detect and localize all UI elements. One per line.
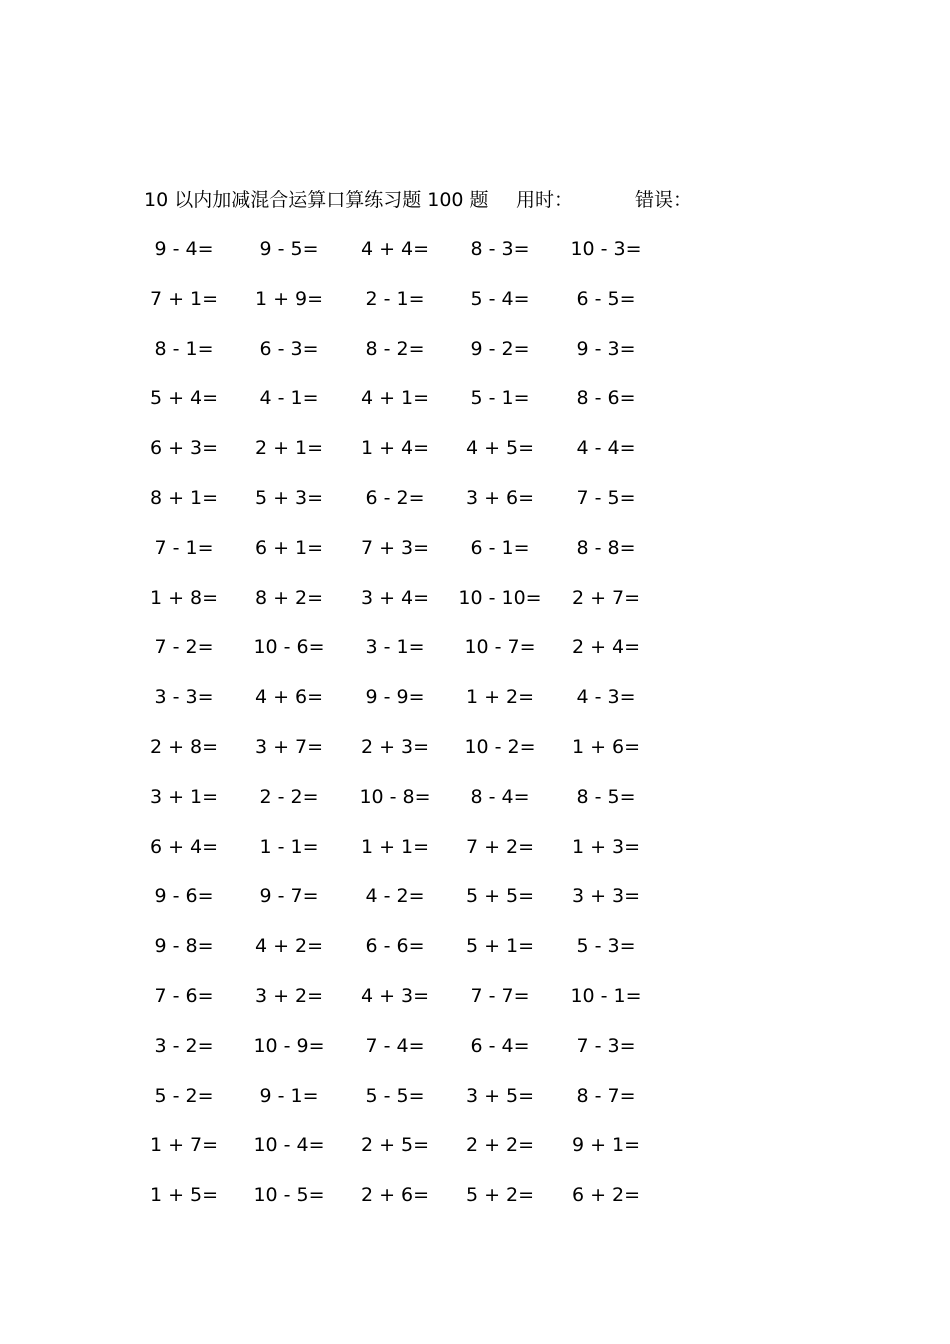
problem-row: [150, 434, 670, 484]
worksheet-title: 10 以内加减混合运算口算练习题 100 题: [144, 189, 489, 211]
math-problem: 7 - 7=: [470, 984, 530, 1007]
math-problem: 8 - 5=: [576, 785, 636, 808]
problem-row: [150, 235, 670, 285]
math-problem: 7 - 2=: [154, 636, 214, 659]
problem-row: [150, 882, 670, 932]
math-problem: 5 - 2=: [154, 1084, 214, 1107]
math-problem: 6 + 3=: [149, 437, 219, 460]
math-problem: 5 + 1=: [465, 935, 535, 958]
math-problem: 2 + 1=: [254, 437, 324, 460]
math-problem: 6 - 4=: [470, 1034, 530, 1057]
math-problem: 6 + 2=: [571, 1184, 641, 1207]
math-problem: 7 - 4=: [365, 1034, 425, 1057]
error-count-label: 错误：: [635, 189, 693, 211]
math-problem: 9 - 6=: [154, 885, 214, 908]
math-problem: 10 - 5=: [253, 1184, 325, 1207]
problem-row: [150, 1032, 670, 1082]
math-problem: 8 - 1=: [154, 337, 214, 360]
problem-row: [150, 1181, 670, 1231]
math-problem: 2 + 2=: [465, 1134, 535, 1157]
math-problem: 10 - 9=: [253, 1034, 325, 1057]
math-problem: 3 - 2=: [154, 1034, 214, 1057]
worksheet-header: [144, 186, 744, 214]
math-problem: 3 - 1=: [365, 636, 425, 659]
math-problem: 8 - 7=: [576, 1084, 636, 1107]
math-problem: 4 + 1=: [360, 387, 430, 410]
math-problem: 6 - 2=: [365, 486, 425, 509]
problem-row: [150, 683, 670, 733]
math-problem: 8 - 4=: [470, 785, 530, 808]
math-problem: 10 - 3=: [570, 238, 642, 260]
math-problem: 8 - 8=: [576, 536, 636, 559]
math-problem: 7 + 1=: [149, 287, 219, 310]
math-problem: 1 + 9=: [254, 287, 324, 310]
math-problem: 2 + 5=: [360, 1134, 430, 1157]
math-problem: 4 + 5=: [465, 437, 535, 460]
problem-row: [150, 633, 670, 683]
math-problem: 2 + 6=: [360, 1184, 430, 1207]
problem-row: [150, 733, 670, 783]
math-problem: 5 + 2=: [465, 1184, 535, 1207]
math-problem: 1 + 3=: [571, 835, 641, 858]
problem-grid: [150, 235, 670, 1231]
problem-row: [150, 384, 670, 434]
math-problem: 10 - 4=: [253, 1134, 325, 1157]
math-problem: 1 + 7=: [149, 1134, 219, 1157]
math-problem: 5 + 5=: [465, 885, 535, 908]
problem-row: [150, 484, 670, 534]
math-problem: 4 - 3=: [576, 686, 636, 709]
math-problem: 2 + 7=: [571, 586, 641, 609]
math-problem: 10 - 8=: [359, 785, 431, 808]
math-problem: 5 - 5=: [365, 1084, 425, 1107]
problem-row: [150, 932, 670, 982]
math-problem: 7 - 1=: [154, 536, 214, 559]
math-problem: 10 - 10=: [458, 586, 542, 609]
math-problem: 2 + 8=: [149, 735, 219, 758]
math-problem: 5 + 4=: [149, 387, 219, 410]
math-problem: 7 - 6=: [154, 984, 214, 1007]
math-problem: 9 - 2=: [470, 337, 530, 360]
math-problem: 4 - 4=: [576, 437, 636, 460]
math-problem: 2 + 3=: [360, 735, 430, 758]
problem-row: [150, 584, 670, 634]
math-problem: 3 - 3=: [154, 686, 214, 709]
math-problem: 9 - 9=: [365, 686, 425, 709]
problem-row: [150, 833, 670, 883]
problem-row: [150, 982, 670, 1032]
math-problem: 7 - 3=: [576, 1034, 636, 1057]
math-problem: 5 - 1=: [470, 387, 530, 410]
math-problem: 7 + 3=: [360, 536, 430, 559]
math-problem: 5 + 3=: [254, 486, 324, 509]
math-problem: 1 - 1=: [259, 835, 319, 858]
math-problem: 9 - 4=: [154, 238, 214, 260]
math-problem: 1 + 4=: [360, 437, 430, 460]
math-problem: 1 + 5=: [149, 1184, 219, 1207]
problem-row: [150, 783, 670, 833]
math-problem: 4 + 4=: [360, 238, 430, 260]
math-problem: 8 - 3=: [470, 238, 530, 260]
math-problem: 6 - 5=: [576, 287, 636, 310]
math-problem: 1 + 6=: [571, 735, 641, 758]
math-problem: 2 - 1=: [365, 287, 425, 310]
math-problem: 2 + 4=: [571, 636, 641, 659]
problem-row: [150, 1082, 670, 1132]
problem-row: [150, 534, 670, 584]
math-problem: 10 - 2=: [464, 735, 536, 758]
math-problem: 6 - 6=: [365, 935, 425, 958]
math-problem: 8 - 6=: [576, 387, 636, 410]
math-problem: 1 + 1=: [360, 835, 430, 858]
math-problem: 4 - 2=: [365, 885, 425, 908]
math-problem: 9 - 7=: [259, 885, 319, 908]
math-problem: 4 + 6=: [254, 686, 324, 709]
math-problem: 9 + 1=: [571, 1134, 641, 1157]
problem-row: [150, 335, 670, 385]
math-problem: 3 + 3=: [571, 885, 641, 908]
math-problem: 2 - 2=: [259, 785, 319, 808]
math-problem: 9 - 3=: [576, 337, 636, 360]
math-problem: 10 - 7=: [464, 636, 536, 659]
math-problem: 1 + 8=: [149, 586, 219, 609]
math-problem: 8 + 2=: [254, 586, 324, 609]
math-problem: 4 - 1=: [259, 387, 319, 410]
math-problem: 9 - 5=: [259, 238, 319, 260]
math-problem: 3 + 5=: [465, 1084, 535, 1107]
math-problem: 8 + 1=: [149, 486, 219, 509]
problem-row: [150, 285, 670, 335]
problem-row: [150, 1131, 670, 1181]
math-problem: 7 + 2=: [465, 835, 535, 858]
time-used-label: 用时：: [516, 189, 574, 211]
math-problem: 1 + 2=: [465, 686, 535, 709]
math-problem: 10 - 6=: [253, 636, 325, 659]
math-problem: 3 + 6=: [465, 486, 535, 509]
math-problem: 7 - 5=: [576, 486, 636, 509]
math-problem: 4 + 3=: [360, 984, 430, 1007]
math-problem: 3 + 7=: [254, 735, 324, 758]
math-problem: 5 - 4=: [470, 287, 530, 310]
math-problem: 9 - 1=: [259, 1084, 319, 1107]
math-problem: 10 - 1=: [570, 984, 642, 1007]
math-problem: 6 + 4=: [149, 835, 219, 858]
math-problem: 6 + 1=: [254, 536, 324, 559]
math-problem: 4 + 2=: [254, 935, 324, 958]
math-problem: 5 - 3=: [576, 935, 636, 958]
math-problem: 3 + 2=: [254, 984, 324, 1007]
math-problem: 6 - 1=: [470, 536, 530, 559]
math-problem: 3 + 4=: [360, 586, 430, 609]
math-problem: 9 - 8=: [154, 935, 214, 958]
math-problem: 3 + 1=: [149, 785, 219, 808]
math-problem: 6 - 3=: [259, 337, 319, 360]
math-problem: 8 - 2=: [365, 337, 425, 360]
